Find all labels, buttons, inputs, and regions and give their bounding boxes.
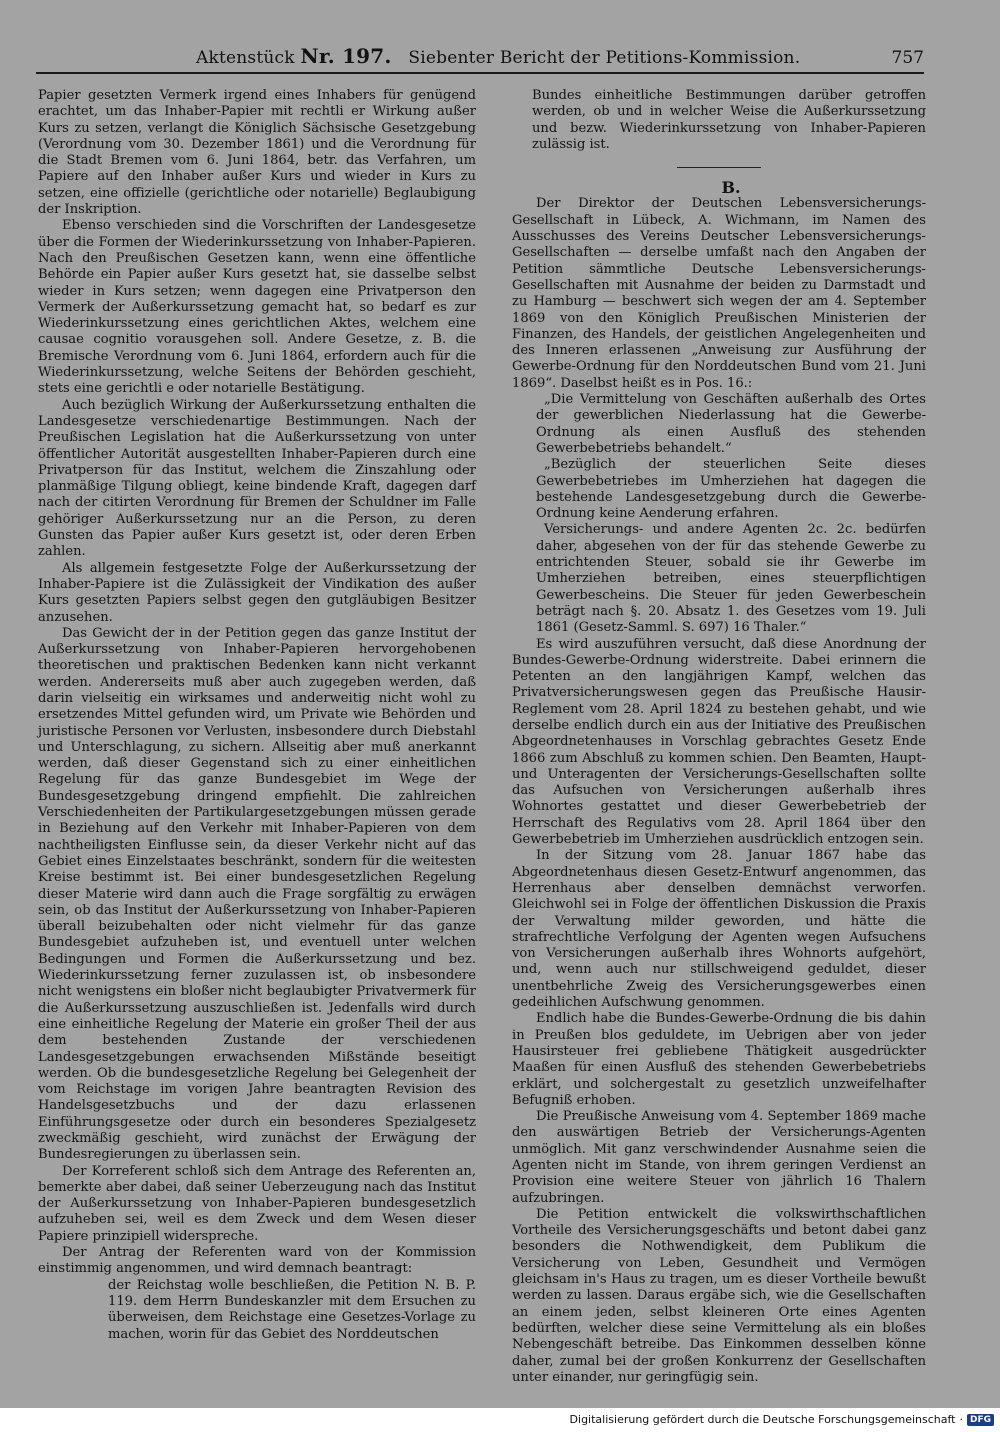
page-header [36,46,924,74]
page-header-title [196,44,800,72]
paragraph: der Reichstag wolle beschließen, die Petition N. B. P. 119. dem Herrn Bundeskanzler mit dem Ersuchen zu überweisen, dem Reichstage eine Gesetzes-Vorlage zu machen, worin für das Gebiet des Norddeutschen [108,1277,476,1342]
paragraph: Der Korreferent schloß sich dem Antrage des Referenten an, bemerkte aber dabei, daß seiner Ueberzeugung nach das Institut der Außerkurssetzung von Inhaber-Papieren bundesgesetzlich aufzuheben sei, weil es dem Zweck und dem Wesen dieser Papiere prinzipiell widerspreche. [38,1163,476,1244]
section-separator [677,167,761,168]
paragraph: Es wird auszuführen versucht, daß diese Anordnung der Bundes-Gewerbe-Ordnung widerstreite. Dabei erinnern die Petenten an den langjährigen Kampf, welchen das Privatversicherungswesen gegen das Preußische Hausir-Reglement vom 28. April 1824 zu bestehen gehabt, und wie derselbe endlich durch ein aus der Initiative des Preußischen Abgeordnetenhauses in Vorschlag gebrachtes Gesetz Ende 1866 zum Abschluß zu kommen schien. Den Beamten, Haupt- und Unteragenten der Versicherungs-Gesellschaften sollte das Aufsuchen von Versicherungen außerhalb ihres Wohnortes gestattet und dieser Gewerbebetrieb der Herrschaft des Regulativs vom 28. April 1864 über den Gewerbebetrieb im Umherziehen ausdrücklich entzogen sein. [512,636,926,848]
paragraph: Der Antrag der Referenten ward von der Kommission einstimmig angenommen, und wird demnach beantragt: [38,1245,476,1277]
paragraph: Endlich habe die Bundes-Gewerbe-Ordnung die bis dahin in Preußen blos geduldete, im Uebrigen aber von jeder Hausirsteuer frei gebliebene Thätigkeit ausgedrückter Maaßen für einen Ausfluß des stehenden Gewerbebetriebs erklärt, und solchergestalt zu gesetzlich unzweifelhafter Befugniß erhoben. [512,1011,926,1108]
header-document-number: Nr. 197. [300,44,392,68]
paragraph: „Bezüglich der steuerlichen Seite dieses Gewerbebetriebes im Umherziehen hat dagegen die bestehende Landesgesetzgebung durch die Gewerbe-Ordnung keine Aenderung erfahren. [536,457,926,522]
paragraph: Papier gesetzten Vermerk irgend eines Inhabers für genügend erachtet, um das Inhaber-Papier mit rechtli er Wirkung außer Kurs zu setzen, verlangt die Königlich Sächsische Gesetzgebung (Verordnung vom 30. Dezember 1861) und die Verordnung für die Stadt Bremen vom 6. Juni 1864, betr. das Verfahren, um Papiere auf den Inhaber außer Kurs und wieder in Kurs zu setzen, eine offizielle (gerichtliche oder notarielle) Beglaubigung der Inskription. [38,88,476,218]
footer-credit-text: Digitalisierung gefördert durch die Deutsche Forschungsgemeinschaft [569,1413,956,1426]
paragraph: Das Gewicht der in der Petition gegen das ganze Institut der Außerkurssetzung von Inhaber-Papieren hervorgehobenen theoretischen und praktischen Bedenken kann nicht verkannt werden. Andererseits muß aber auch zugegeben werden, daß darin vielseitig ein wirksames und anderweitig nicht wohl zu ersetzendes Mittel gefunden wird, um Private wie Behörden und juristische Personen vor Verlusten, insbesondere durch Diebstahl und Unterschlagung, zu sichern. Allseitig aber muß anerkannt werden, daß dieser Gegenstand sich zu einer einheitlichen Regelung für das ganze Bundesgebiet im Wege der Bundesgesetzgebung dringend empfiehlt. Die zahlreichen Verschiedenheiten der Partikulargesetzgebungen müssen gerade in Beziehung auf den Verkehr mit Inhaber-Papieren von dem nachtheiligsten Einflusse sein, da dieser Verkehr nicht auf das Gebiet eines Einzelstaates beschränkt, sondern für die weitesten Kreise bestimmt ist. Bei einer bundesgesetzlichen Regelung dieser Materie wird dann auch die Frage sorgfältig zu erwägen sein, ob das Institut der Außerkurssetzung von Inhaber-Papieren überall beizubehalten oder nicht vielmehr für das ganze Bundesgebiet aufzuheben ist, und eventuell unter welchen Bedingungen und Formen die Außerkurssetzung und bez. Wiederinkurssetzung ferner zuzulassen ist, ob insbesondere nicht wenigstens ein bloßer nicht beglaubigter Privatvermerk für die Außerkurssetzung auszuschließen ist. Jedenfalls wird durch eine einheitliche Regelung der Materie ein großer Theil der aus dem bestehenden Zustande der verschiedenen Landesgesetzgebungen erwachsenden Mißstände beseitigt werden. Ob die bundesgesetzliche Regelung bei Gelegenheit der vom Reichstage im vorigen Jahre beantragten Revision des Handelsgesetzbuchs und der dazu erlassenen Einführungsgesetze oder durch ein besonderes Spezialgesetz zweckmäßig geschieht, wird zunächst der Erwägung der Bundesregierungen zu überlassen sein. [38,625,476,1163]
left-text-column [38,88,476,1343]
page-number: 757 [891,48,924,68]
header-prefix: Aktenstück [196,48,295,68]
right-column-section-b [512,196,926,1386]
section-heading: B. [721,178,741,198]
paragraph: Als allgemein festgesetzte Folge der Außerkurssetzung der Inhaber-Papiere ist die Zulässigkeit der Vindikation des außer Kurs gesetzten Papiers selbst gegen den gutgläubigen Besitzer anzusehen. [38,560,476,625]
paragraph: Auch bezüglich Wirkung der Außerkurssetzung enthalten die Landesgesetze verschiedenartige Bestimmungen. Nach der Preußischen Legislation hat die Außerkurssetzung von unter öffentlicher Autorität ausgestellten Inhaber-Papieren durch eine Privatperson für das Institut, welchem die Zinszahlung oder planmäßige Tilgung obliegt, keine bindende Kraft, dagegen darf nach der citirten Verordnung für Bremen der Schuldner im Falle gehöriger Außerkurssetzung nur an die Person, zu deren Gunsten das Papier außer Kurs gesetzt ist, oder deren Erben zahlen. [38,397,476,560]
right-column-continuation [512,88,926,153]
paragraph: Ebenso verschieden sind die Vorschriften der Landesgesetze über die Formen der Wiederinkurssetzung von Inhaber-Papieren. Nach den Preußischen Gesetzen kann, wenn eine öffentliche Behörde ein Papier außer Kurs gesetzt hat, sie dasselbe selbst wieder in Kurs setzen; wenn dagegen eine Privatperson den Vermerk der Außerkurssetzung gemacht hat, so bedarf es zur Wiederinkurssetzung eines gerichtlichen Aktes, welchem eine causae cognitio vorausgehen soll. Andere Gesetze, z. B. die Bremische Verordnung vom 6. Juni 1864, erfordern auch für die Wiederinkurssetzung, welche Seitens der Behörden geschieht, stets eine gerichtli e oder notarielle Bestätigung. [38,218,476,397]
right-text-column [512,88,926,1386]
paragraph: Die Preußische Anweisung vom 4. September 1869 mache den auswärtigen Betrieb der Versicherungs-Agenten unmöglich. Mit ganz verschwindender Ausnahme seien die Agenten nicht im Stande, von ihrem geringen Verdienst an Provision eine weitere Steuer von jährlich 16 Thalern aufzubringen. [512,1109,926,1206]
paragraph: In der Sitzung vom 28. Januar 1867 habe das Abgeordnetenhaus diesen Gesetz-Entwurf angenommen, das Herrenhaus aber denselben demnächst verworfen. Gleichwohl sei in Folge der öffentlichen Diskussion die Praxis der Verwaltung milder geworden, und hätte die strafrechtliche Verfolgung der Agenten wegen Aufsuchens von Versicherungen außerhalb ihres Wohnorts aufgehört, und, wenn auch nur stillschweigend geduldet, dieser unentbehrliche Zweig des Versicherungsgewerbes einen gedeihlichen Aufschwung genommen. [512,848,926,1011]
page-footer: Digitalisierung gefördert durch die Deutsche Forschungsgemeinschaft · DFG [570,1413,994,1426]
paragraph: „Die Vermittelung von Geschäften außerhalb des Ortes der gewerblichen Niederlassung hat die Gewerbe-Ordnung als einen Ausfluß des stehenden Gewerbebetriebs behandelt.“ [536,392,926,456]
dfg-logo-icon: DFG [967,1414,994,1426]
paragraph: Der Direktor der Deutschen Lebensversicherungs-Gesellschaft in Lübeck, A. Wichmann, im Namen des Ausschusses des Vereins Deutscher Lebensversicherungs-Gesellschaften — derselbe umfaßt nach den Angaben der Petition sämmtliche Deutsche Lebensversicherungs-Gesellschaften mit Ausnahme der beiden zu Darmstadt und zu Hamburg — beschwert sich wegen der am 4. September 1869 von den Königlich Preußischen Ministerien der Finanzen, des Handels, der geistlichen Angelegenheiten und des Inneren erlassenen „Anweisung zur Ausführung der Gewerbe-Ordnung für den Norddeutschen Bund vom 21. Juni 1869“. Daselbst heißt es in Pos. 16.: [512,196,926,391]
paragraph: Die Petition entwickelt die volkswirthschaftlichen Vortheile des Versicherungsgeschäfts und betont dabei ganz besonders die Nothwendigkeit, dem Publikum die Versicherung von Leben, Gesundheit und Vermögen gleichsam in's Haus zu tragen, um es dieser Vortheile bewußt werden zu lassen. Daraus ergäbe sich, wie die Gesellschaften an einem jeden, selbst kleineren Orte eines Agenten bedürften, welcher diese seine Vermittelung als ein bloßes Nebengeschäft betreibe. Das Einkommen desselben könne daher, zumal bei der großen Konkurrenz der Gesellschaften unter einander, nur geringfügig sein. [512,1206,926,1385]
header-report-title: Siebenter Bericht der Petitions-Kommission. [408,48,801,68]
paragraph: Bundes einheitliche Bestimmungen darüber getroffen werden, ob und in welcher Weise die Außerkurssetzung und bezw. Wiederinkurssetzung von Inhaber-Papieren zulässig ist. [532,88,926,152]
paragraph: Versicherungs- und andere Agenten 2c. 2c. bedürfen daher, abgesehen von der für das stehende Gewerbe zu entrichtenden Steuer, sobald sie ihr Gewerbe im Umherziehen betreiben, eines steuerpflichtigen Gewerbescheins. Die Steuer für jeden Gewerbeschein beträgt nach §. 20. Absatz 1. des Gesetzes vom 19. Juli 1861 (Gesetz-Samml. S. 697) 16 Thaler.“ [536,522,926,636]
